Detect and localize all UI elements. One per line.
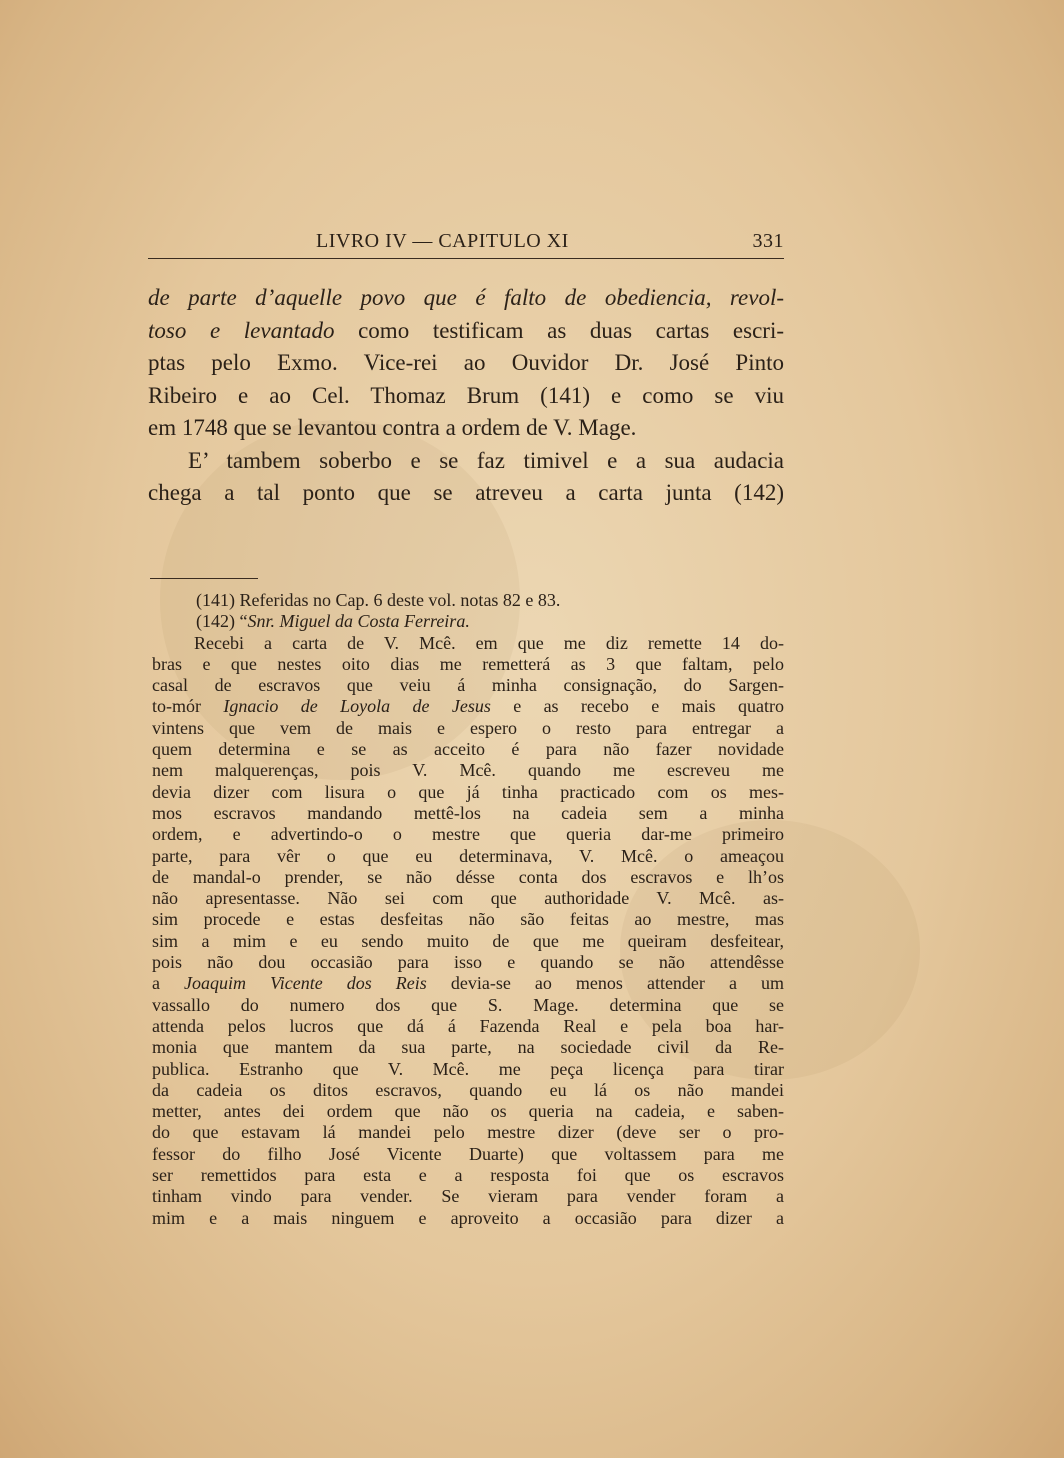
text-run: mos escravos mandando mettê-los na cadeia sem a minha — [152, 802, 784, 823]
footnote-line — [152, 760, 784, 781]
running-header — [148, 228, 784, 260]
footnote-142-letter — [152, 633, 784, 1229]
text-run: da cadeia os ditos escravos, quando eu lá os não mandei — [152, 1079, 784, 1100]
text-run: sim procede e estas desfeitas não são feitas ao mestre, mas — [152, 909, 784, 930]
text-run: publica. Estranho que V. Mcê. me peça licença para tirar — [152, 1058, 784, 1079]
text-run: parte, para vêr o que eu determinava, V. Mcê. o ameaçou — [152, 845, 784, 866]
footnote-line — [152, 718, 784, 739]
italic-text: Joaquim Vicente dos Reis — [184, 973, 427, 994]
footnote-line — [152, 1016, 784, 1037]
footnote-line — [152, 909, 784, 930]
text-run: fessor do filho José Vicente Duarte) que voltassem para me — [152, 1143, 784, 1164]
text-run: devia-se ao menos attender a um — [426, 973, 784, 994]
text-run: em 1748 que se levantou contra a ordem de V. Mage. — [148, 415, 637, 440]
footnote-line — [152, 952, 784, 973]
body-line — [148, 315, 784, 348]
footnotes — [152, 590, 784, 1229]
text-run: to-mór — [152, 696, 224, 717]
footnote-line — [152, 1186, 784, 1207]
text-run: Ribeiro e ao Cel. Thomaz Brum (141) e como se viu — [148, 382, 784, 408]
footnote-line — [152, 1208, 784, 1229]
italic-text: de parte d’aquelle povo que é falto de obediencia, revol- — [148, 285, 784, 310]
text-run: monia que mantem da sua parte, na sociedade civil da Re- — [152, 1037, 784, 1058]
text-run: attenda pelos lucros que dá á Fazenda Real e pela boa har- — [152, 1015, 784, 1036]
text-run: a — [152, 973, 185, 994]
footnote-line — [152, 782, 784, 803]
text-run: não apresentasse. Não sei com que authoridade V. Mcê. as- — [152, 888, 784, 909]
footnote-line — [152, 1080, 784, 1101]
footnote-line — [152, 803, 784, 824]
header-rule — [148, 258, 784, 259]
body-line — [148, 412, 784, 445]
footnote-line — [152, 675, 784, 696]
footnote-142-heading — [152, 611, 784, 632]
text-run: tinham vindo para vender. Se vieram para vender foram a — [152, 1186, 784, 1207]
body-line — [148, 380, 784, 413]
italic-text: Snr. Miguel da Costa Ferreira. — [247, 611, 470, 632]
text-run: ptas pelo Exmo. Vice-rei ao Ouvidor Dr. José Pinto — [148, 350, 784, 375]
text-run: chega a tal ponto que se atreveu a carta junta (142) — [148, 480, 784, 505]
footnote-rule — [150, 578, 258, 579]
text-run: bras e que nestes oito dias me remetterá as 3 que faltam, pelo — [152, 653, 784, 674]
footnote-line — [152, 633, 784, 654]
body-line — [148, 477, 784, 510]
footnote-line — [152, 654, 784, 675]
text-run: ser remettidos para esta e a resposta foi que os escravos — [152, 1165, 784, 1186]
footnote-line — [152, 973, 784, 994]
footnote-line — [152, 1037, 784, 1058]
footnote-line — [152, 739, 784, 760]
italic-text: toso e levantado — [148, 317, 335, 343]
chapter-title: LIVRO IV — CAPITULO XI — [316, 230, 569, 252]
text-run: nem malquerenças, pois V. Mcê. quando me escreveu me — [152, 760, 784, 781]
text-run: de mandal-o prender, se não désse conta dos escravos e lh’os — [152, 866, 784, 887]
footnote-line — [152, 931, 784, 952]
footnote-line — [152, 1122, 784, 1143]
page-number: 331 — [752, 230, 784, 252]
text-run: Recebi a carta de V. Mcê. em que me diz remette 14 do- — [194, 632, 784, 653]
text-run: E’ tambem soberbo e se faz timivel e a sua audacia — [188, 447, 784, 473]
text-run: e as recebo e mais quatro — [490, 696, 784, 717]
body-line — [148, 282, 784, 315]
text-run: devia dizer com lisura o que já tinha practicado com os mes- — [152, 781, 784, 802]
text-run: sim a mim e eu sendo muito de que me queiram desfeitear, — [152, 930, 784, 951]
main-text — [148, 282, 784, 510]
body-line — [148, 445, 784, 478]
footnote-line — [152, 846, 784, 867]
italic-text: Ignacio de Loyola de Jesus — [223, 696, 491, 717]
footnote-line — [152, 696, 784, 717]
footnote-line — [152, 888, 784, 909]
footnote-line — [152, 867, 784, 888]
footnote-line — [152, 995, 784, 1016]
text-run: metter, antes dei ordem que não os queria na cadeia, e saben- — [152, 1101, 784, 1122]
text-run: vintens que vem de mais e espero o resto para entregar a — [152, 717, 784, 738]
footnote-line — [152, 1144, 784, 1165]
text-run: ordem, e advertindo-o o mestre que queria dar-me primeiro — [152, 824, 784, 845]
body-line — [148, 347, 784, 380]
text-run: quem determina e se as acceito é para não fazer novidade — [152, 739, 784, 760]
text-run: como testificam as duas cartas escri- — [334, 317, 784, 343]
footnote-line — [152, 1165, 784, 1186]
footnote-line — [152, 1101, 784, 1122]
text-run: (142) “ — [196, 611, 248, 632]
footnote-141: (141) Referidas no Cap. 6 deste vol. notas 82 e 83. — [196, 590, 561, 610]
text-run: casal de escravos que veiu á minha consignação, do Sargen- — [152, 675, 784, 696]
footnote-line — [152, 824, 784, 845]
text-run: mim e a mais ninguem e aproveito a occasião para dizer a — [152, 1207, 784, 1228]
footnote-line — [152, 1059, 784, 1080]
text-run: pois não dou occasião para isso e quando se não attendêsse — [152, 952, 784, 973]
text-run: vassallo do numero dos que S. Mage. determina que se — [152, 994, 784, 1015]
text-run: do que estavam lá mandei pelo mestre dizer (deve ser o pro- — [152, 1122, 784, 1143]
